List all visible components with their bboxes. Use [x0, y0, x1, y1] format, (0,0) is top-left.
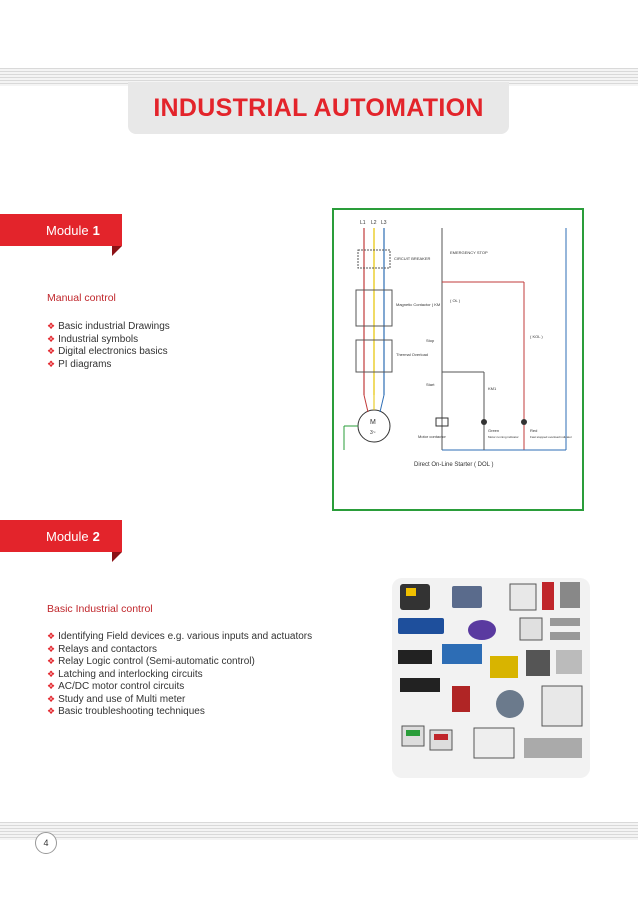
- switch-device: [542, 582, 554, 610]
- bullet-icon: ❖: [47, 333, 56, 344]
- controller-device: [400, 678, 440, 692]
- overload-label: Thermal Overload: [396, 352, 429, 357]
- module-2-list: [47, 630, 312, 718]
- list-item-text: Identifying Field devices e.g. various inputs and actuators: [58, 631, 313, 642]
- stop-label: EMERGENCY STOP: [450, 250, 488, 255]
- sensor-device: [550, 618, 580, 626]
- bullet-icon: ❖: [47, 706, 56, 716]
- module-2-section-title: Basic Industrial control: [47, 603, 153, 615]
- list-item: [47, 668, 312, 681]
- sensor-device: [556, 650, 582, 674]
- list-item-text: AC/DC motor control circuits: [58, 681, 185, 692]
- page-number: 4: [35, 832, 57, 854]
- red-lamp: [521, 419, 527, 425]
- bullet-icon: ❖: [47, 631, 56, 641]
- l2-label: L2: [371, 220, 377, 226]
- field-devices-photo: [392, 578, 590, 778]
- list-item: [47, 680, 312, 693]
- list-item-text: PI diagrams: [58, 358, 112, 370]
- controller-device: [398, 650, 432, 664]
- l3-label: L3: [381, 220, 387, 226]
- devices-collage: [392, 578, 590, 778]
- list-item-text: Basic troubleshooting techniques: [58, 706, 205, 717]
- breaker-label: CIRCUIT BREAKER: [394, 256, 431, 261]
- start-button-label: Start: [426, 382, 435, 387]
- green-sub-label: Motor running indicator: [488, 435, 519, 439]
- motor-label: M: [370, 419, 376, 426]
- dol-starter-diagram: [332, 208, 584, 511]
- title-banner: [128, 82, 509, 134]
- motor-device: [496, 690, 524, 718]
- list-item-text: Relays and contactors: [58, 643, 158, 655]
- module-1-number: 1: [92, 222, 100, 238]
- sensor-device: [442, 644, 482, 664]
- module-2-tab: [0, 520, 122, 552]
- km-label: KM1: [488, 386, 497, 391]
- recorder-device: [542, 686, 582, 726]
- bullet-icon: ❖: [47, 668, 56, 679]
- sensor-device: [550, 632, 580, 640]
- tab-fold: [112, 552, 122, 562]
- module-2-number: 2: [92, 528, 100, 544]
- list-item: [47, 333, 170, 346]
- sensor-device: [490, 656, 518, 678]
- green-lamp: [481, 419, 487, 425]
- list-item-text: Relay Logic control (Semi-automatic control): [58, 656, 255, 667]
- module-1-tab: [0, 214, 122, 246]
- bullet-icon: ❖: [47, 358, 56, 369]
- sensor-device: [398, 618, 444, 634]
- module-1-section-title: Manual control: [47, 292, 116, 304]
- tab-fold: [112, 246, 122, 256]
- list-item: [47, 358, 170, 371]
- motor-symbol: [358, 410, 390, 442]
- list-item-text: Study and use of Multi meter: [58, 693, 186, 705]
- list-item: [47, 643, 312, 656]
- sensor-device: [452, 586, 482, 608]
- sensor-device: [526, 650, 550, 676]
- display-device: [434, 734, 448, 740]
- bullet-icon: ❖: [47, 656, 56, 666]
- list-item: [47, 345, 170, 358]
- list-item: [47, 320, 170, 333]
- list-item: [47, 693, 312, 706]
- list-item: [47, 655, 312, 668]
- list-item: [47, 630, 312, 643]
- module-2-label: Module: [46, 528, 89, 544]
- page-title: INDUSTRIAL AUTOMATION: [153, 93, 484, 122]
- green-label: Green: [488, 428, 500, 433]
- bullet-icon: ❖: [47, 346, 56, 356]
- motor-lead-3: [380, 395, 384, 412]
- list-item-text: Basic industrial Drawings: [58, 321, 170, 332]
- sensor-device: [406, 588, 416, 596]
- recorder-device: [474, 728, 514, 758]
- bullet-icon: ❖: [47, 643, 56, 654]
- motor-contactor-label: Motor contactor: [418, 434, 446, 439]
- stop-button-label: Stop: [426, 338, 435, 343]
- list-item: [47, 705, 312, 718]
- list-item-text: Latching and interlocking circuits: [58, 668, 203, 680]
- bullet-icon: ❖: [47, 693, 56, 704]
- motor-phase-label: 3~: [370, 430, 376, 436]
- circuit-svg: [334, 210, 582, 509]
- module-1-list: [47, 320, 170, 370]
- red-label: Red: [530, 428, 538, 433]
- footer-stripe: [0, 822, 638, 840]
- bullet-icon: ❖: [47, 681, 56, 691]
- module-1-label: Module: [46, 222, 89, 238]
- meter-device: [510, 584, 536, 610]
- motor-lead-1: [364, 395, 368, 412]
- ol-label: ( OL ): [450, 298, 461, 303]
- meter-device: [520, 618, 542, 640]
- sensor-device: [468, 620, 496, 640]
- switch-array: [524, 738, 582, 758]
- bullet-icon: ❖: [47, 321, 56, 331]
- display-device: [406, 730, 420, 736]
- red-sub-label: Fast stopped overload indicator: [530, 435, 572, 439]
- diagram-caption: Direct On-Line Starter ( DOL ): [414, 462, 494, 468]
- kol-label: ( KOL ): [530, 334, 543, 339]
- list-item-text: Digital electronics basics: [58, 346, 168, 357]
- l1-label: L1: [360, 220, 366, 226]
- sensor-device: [400, 584, 430, 610]
- sensor-device: [452, 686, 470, 712]
- switch-device: [560, 582, 580, 608]
- contactor-label: Magnetic Contactor ( KM ): [396, 302, 443, 307]
- list-item-text: Industrial symbols: [58, 333, 139, 345]
